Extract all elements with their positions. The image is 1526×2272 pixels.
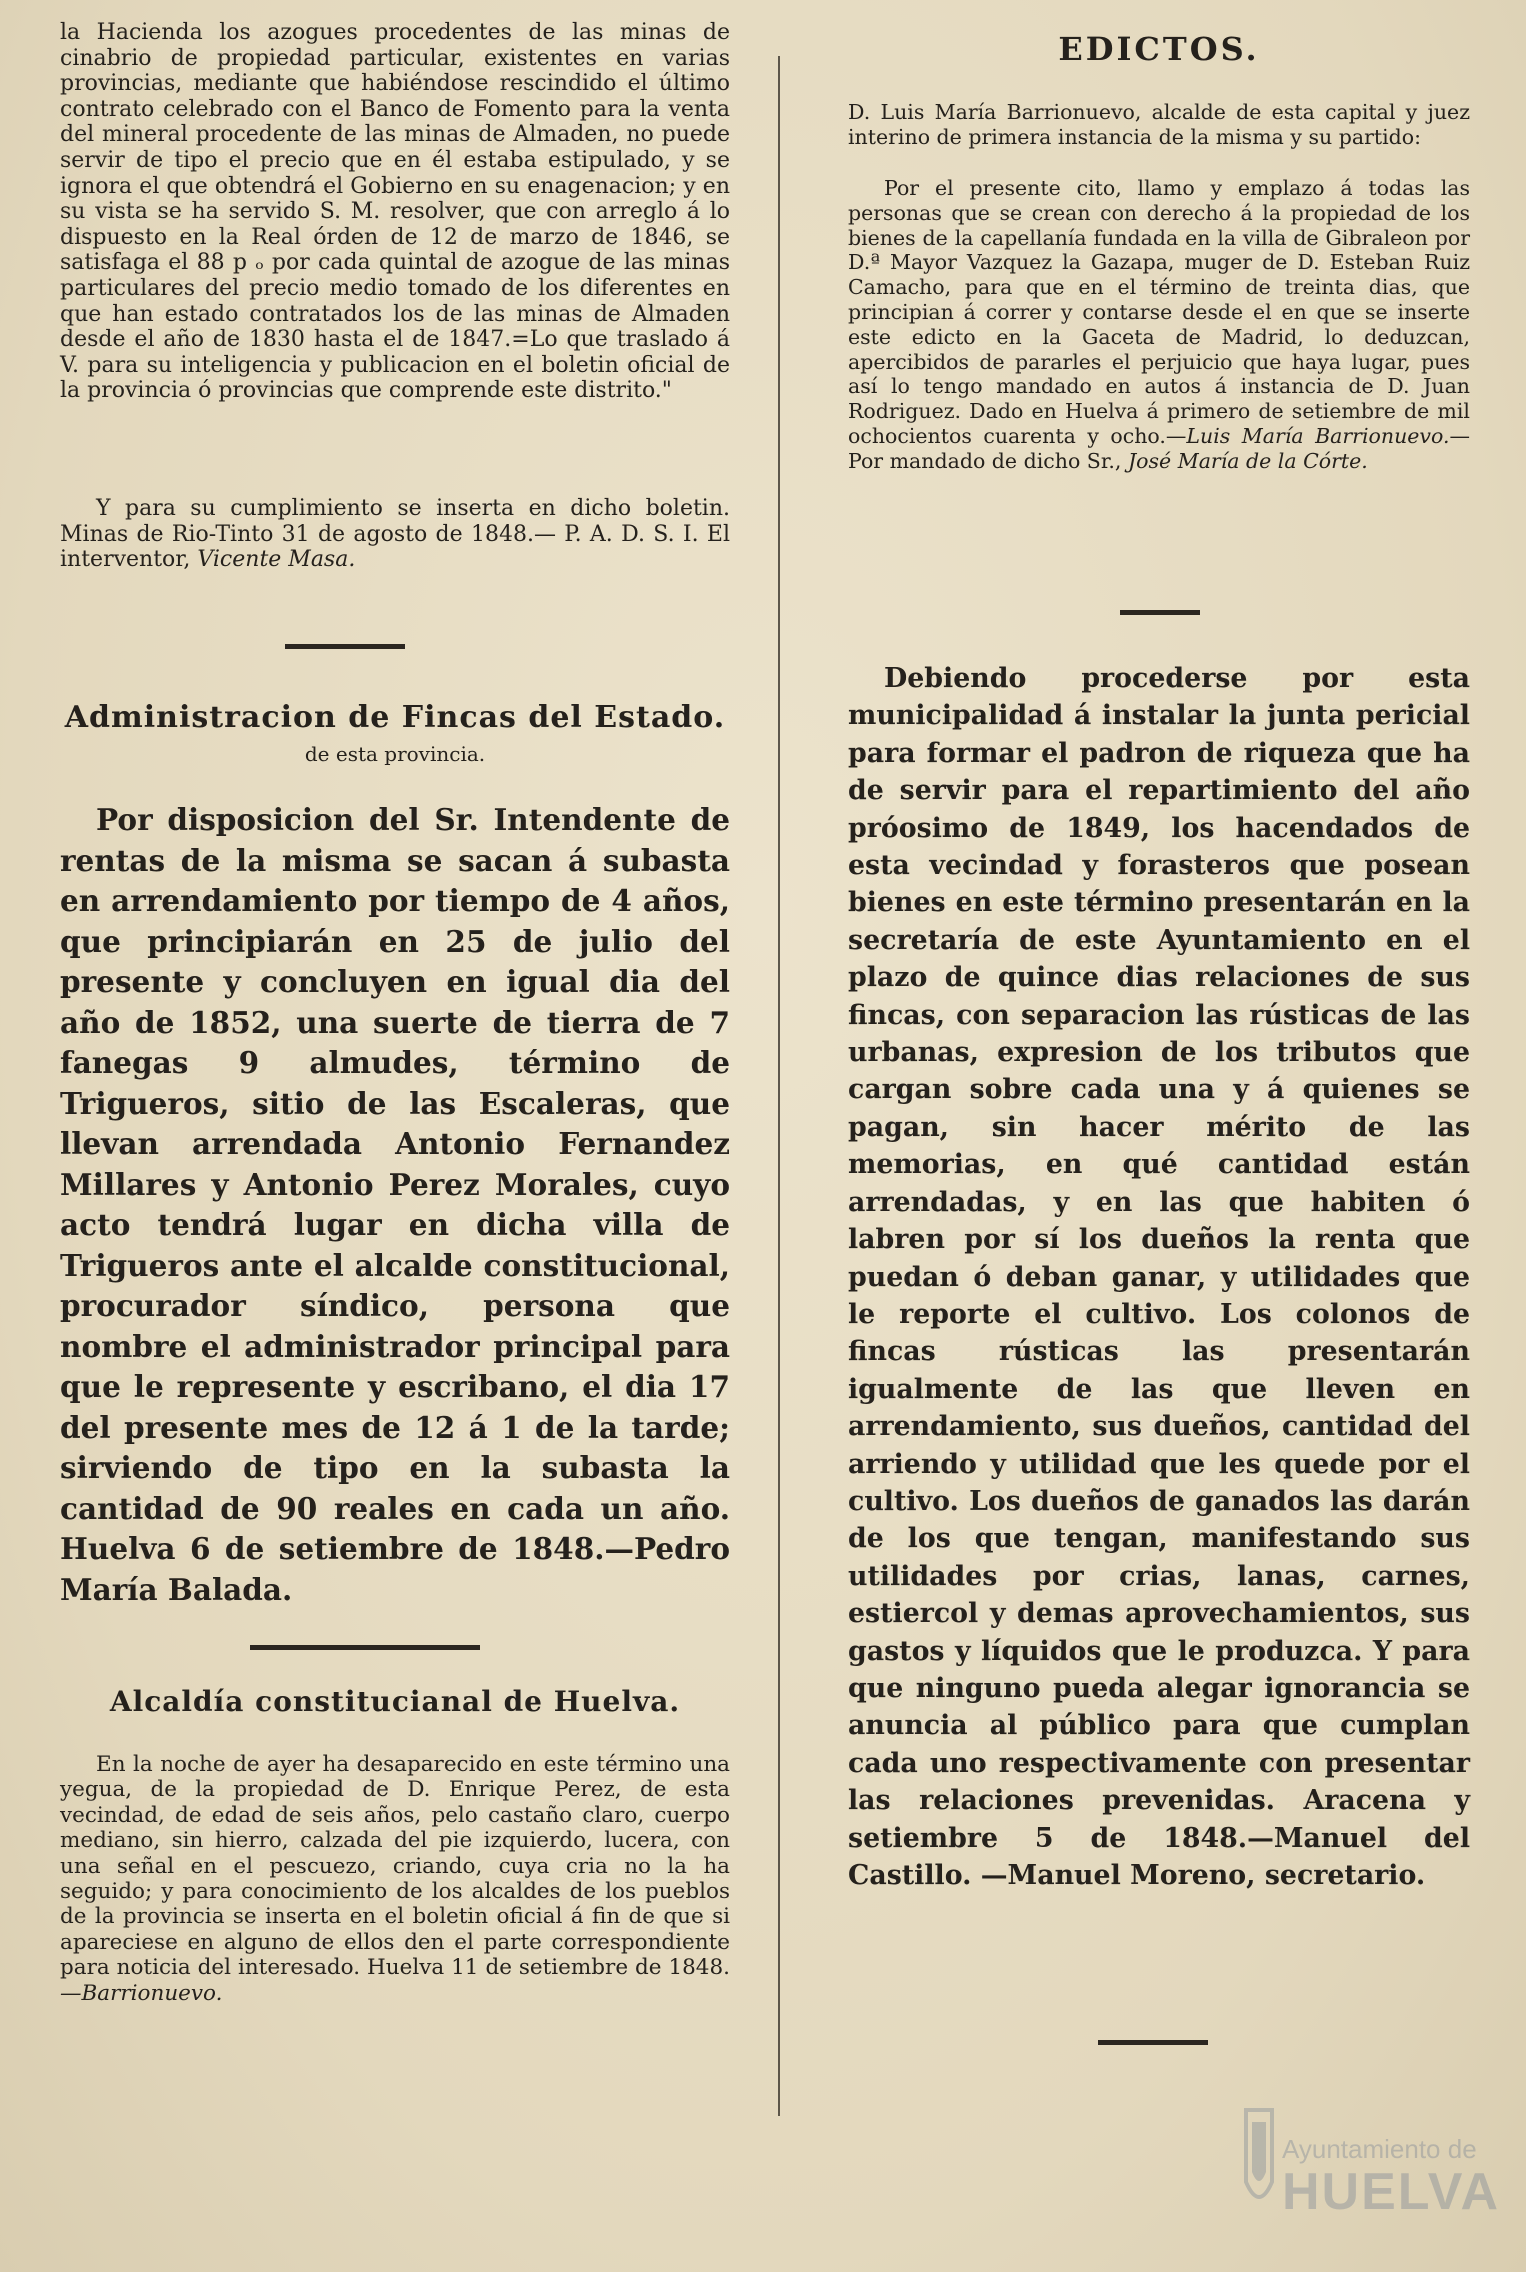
fincas-notice: Por disposicion del Sr. Intendente de rentas de la misma se sacan á subasta en arrendamiento por tiempo de 4 años, que principiarán en 25 de julio del presente y concluyen en igual dia del año de 1852, una suerte de tierra de 7 fanegas 9 almudes, término de Trigueros, sitio de las Escaleras, que llevan arrendada Antonio Fernandez Millares y Antonio Perez Morales, cuyo acto tendrá lugar en dicha villa de Trigueros ante el alcalde constitucional, procurador síndico, persona que nombre el administrador principal para que le represente y escribano, el dia 17 del presente mes de 12 á 1 de la tarde; sirviendo de tipo en la subasta la cantidad de 90 reales en cada un año. Huelva 6 de setiembre de 1848.—Pedro María Balada. (60, 802, 730, 1607)
section-rule (285, 644, 405, 649)
alcaldia-signature: —Barrionuevo. (60, 1980, 223, 2006)
alcaldia-notice (60, 1752, 730, 2006)
edicto-signature-2: José María de la Córte. (1127, 448, 1368, 473)
edicto-mandate: —Por mandado de dicho Sr., (848, 423, 1470, 473)
edictos-heading: EDICTOS. (1058, 30, 1260, 68)
edicto-text: Por el presente cito, llamo y emplazo á todas las personas que se crean con derecho á la propiedad de los bienes de la capellanía fundada en la villa de Gibraleon por D.ª Mayor Vazquez la Gazapa, muger de D. Esteban Ruiz Camacho, para que en el término de treinta dias, que principian á correr y contarse desde el en que se inserte este edicto en la Gaceta de Madrid, lo deduzcan, apercibidos de pararles el perjuicio que haya lugar, pues así lo tengo mandado en autos á instancia de D. Juan Rodriguez. Dado en Huelva á primero de setiembre de mil ochocientos cuarenta y ocho.— (848, 176, 1470, 448)
edicto-header: D. Luis María Barrionuevo, alcalde de esta capital y juez interino de primera instancia de la misma y su partido: (848, 100, 1470, 149)
fincas-subheading: de esta provincia. (304, 742, 486, 766)
aracena-notice: Debiendo procederse por esta municipalidad á instalar la junta pericial para formar el padron de riqueza que ha de servir para el repartimiento del año próosimo de 1849, los hacendados de esta vecindad y forasteros que posean bienes en este término presentarán en la secretaría de este Ayuntamiento en el plazo de quince dias relaciones de sus fincas, con separacion las rústicas de las urbanas, expresion de los tributos que cargan sobre cada una y á quienes se pagan, sin hacer mérito de las memorias, en qué cantidad están arrendadas, y en las que habiten ó labren por sí los dueños la renta que puedan ó deban ganar, y utilidades que le reporte el cultivo. Los colonos de fincas rústicas las presentarán igualmente de las que lleven en arrendamiento, sus dueños, cantidad del arriendo y utilidad que les quede por el cultivo. Los dueños de ganados las darán de los que tengan, manifestando sus utilidades por crias, lanas, carnes, estiercol y demas aprovechamientos, sus gastos y líquidos que le produzca. Y para que ninguno pueda alegar ignorancia se anuncia al público para que cumplan cada uno respectivamente con presentar las relaciones prevenidas. Aracena y setiembre 5 de 1848.—Manuel del Castillo. —Manuel Moreno, secretario. (848, 663, 1470, 1891)
column-divider (778, 56, 780, 2116)
crest-icon (1242, 2102, 1276, 2222)
watermark-line2: HUELVA (1282, 2163, 1501, 2221)
edicto-signature-1: Luis María Barrionuevo. (1186, 423, 1450, 448)
section-rule (1098, 2040, 1208, 2045)
section-rule (1120, 610, 1200, 615)
section-rule (250, 1645, 480, 1650)
continued-article: la Hacienda los azogues procedentes de las minas de cinabrio de propiedad particular, existentes en varias provincias, mediante que habiéndose rescindido el último contrato celebrado con el Banco de Fomento para la venta del mineral procedente de las minas de Almaden, no puede servir de tipo el precio que en él estaba estipulado, y se ignora el que obtendrá el Gobierno en su enagenacion; y en su vista se ha servido S. M. resolver, que con arreglo á lo dispuesto en la Real órden de 12 de marzo de 1846, se satisfaga el 88 p ₒ por cada quintal de azogue de las minas particulares del precio medio tomado de los diferentes en que han estado contratados los de las minas de Almaden desde el año de 1830 hasta el de 1847.=Lo que traslado á V. para su inteligencia y publicacion en el boletin oficial de la provincia ó provincias que comprende este distrito." (60, 20, 730, 404)
watermark-line1: Ayuntamiento de (1282, 2134, 1477, 2164)
closing-text: Y para su cumplimiento se inserta en dicho boletin. Minas de Rio-Tinto 31 de agosto de 1848.— P. A. D. S. I. El interventor, (60, 496, 730, 573)
closing-signature: Vicente Masa. (197, 547, 356, 573)
ayuntamiento-watermark (1242, 2092, 1501, 2232)
alcaldia-text: En la noche de ayer ha desaparecido en este término una yegua, de la propiedad de D. Enrique Perez, de esta vecindad, de edad de seis años, pelo castaño claro, cuerpo mediano, sin hierro, calzada del pie izquierdo, lucera, con una señal en el pescuezo, criando, cuya cria no la ha seguido; y para conocimiento de los alcaldes de los pueblos de la provincia se inserta en el boletin oficial á fin de que si apareciese en alguno de ellos den el parte correspondiente para noticia del interesado. Huelva 11 de setiembre de 1848. (60, 1752, 730, 1981)
edicto-body (848, 176, 1470, 474)
alcaldia-heading: Alcaldía constitucianal de Huelva. (109, 1685, 681, 1718)
article-closing (60, 496, 730, 573)
fincas-heading: Administracion de Fincas del Estado. (64, 700, 726, 735)
